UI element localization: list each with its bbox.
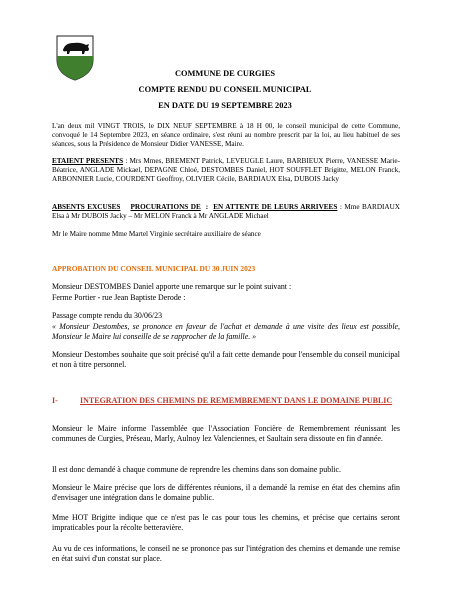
absents-paragraph: ABSENTS EXCUSES PROCURATIONS DE : EN ATTENTE DE LEURS ARRIVEES : Mme BARDIAUX Elsa à Mr DUBOIS Jacky – Mr MELON Franck à Mr ANGLADE Michael [52,203,400,220]
secretary-line: Mr le Maire nomme Mme Martel Virginie secrétaire auxiliaire de séance [52,230,261,238]
section1-paragraph-1: Monsieur le Maire informe l'assemblée que l'Association Foncière de Remembrement réunissant les communes de Curgies, Préseau, Marly, Aulnoy lez Valenciennes, et Saultain sera dissoute en fin d'année. [52,424,400,444]
presents-paragraph [52,157,400,184]
procurations-label: PROCURATIONS DE [130,203,201,211]
presents-label: ETAIENT PRESENTS [52,157,124,165]
section1-number: I- [52,396,58,405]
section1-paragraph-5: Au vu de ces informations, le conseil ne se prononce pas sur l'intégration des chemins et demande une remise en état suivi d'un constat sur place. [52,544,400,564]
section1-paragraph-4: Mme HOT Brigitte indique que ce n'est pas le cas pour tous les chemins, et précise que certains seront impraticables pour la récolte betteravière. [52,513,400,533]
commune-title: COMMUNE DE CURGIES [174,69,276,78]
approval-quote: « Monsieur Destombes, se prononce en faveur de l'achat et demande à une visite des lieux est possible, Monsieur le Maire lui conseille de se rapprocher de la famille. » [52,322,400,342]
waiting-label: EN ATTENTE DE LEURS ARRIVEES [213,203,338,211]
report-title: COMPTE RENDU DU CONSEIL MUNICIPAL [138,85,312,94]
presents-list: : Mrs Mmes, BREMENT Patrick, LEVEUGLE Laure, BARBIEUX Pierre, VANESSE Marie-Béatrice, ANGLADE Mickael, DEPAGNE Chloé, DESTOMBES Daniel, HOT SOUFFLET Brigitte, MELON Franck, ARBONNIER Lucie, COURDENT Geoffroy, OLIVIER Cécile, BARDIAUX Elsa, DUBOIS Jacky [52,157,400,183]
absents-label: ABSENTS EXCUSES [52,203,121,211]
passage-line: Passage compte rendu du 30/06/23 [52,311,163,320]
approval-title: APPROBATION DU CONSEIL MUNICIPAL DU 30 JUIN 2023 [52,264,256,273]
absents-text: : Mme BARDIAUX Elsa à Mr DUBOIS Jacky – Mr MELON Franck à Mr ANGLADE Michael [52,203,400,220]
meeting-date: EN DATE DU 19 SEPTEMBRE 2023 [158,101,292,110]
approval-line2: Ferme Portier - rue Jean Baptiste Derode : [52,293,186,302]
approval-wish: Monsieur Destombes souhaite que soit précisé qu'il a fait cette demande pour l'ensemble du conseil municipal et non à titre personnel. [52,350,400,370]
intro-paragraph: L'an deux mil VINGT TROIS, le DIX NEUF SEPTEMBRE à 18 H 00, le conseil municipal de cette Commune, convoqué le 14 Septembre 2023, en séance ordinaire, s'est réuni au nombre prescrit par la loi, au lieu habituel de ses séances, sous la Présidence de Monsieur Didier VANESSE, Maire. [52,122,400,148]
section1-paragraph-3: Monsieur le Maire précise que lors de différentes réunions, il a demandé la remise en état des chemins afin d'envisager une intégration dans le domaine public. [52,483,400,503]
section1-title: INTEGRATION DES CHEMINS DE REMEMBREMENT DANS LE DOMAINE PUBLIC [80,396,393,405]
section1-paragraph-2: Il est donc demandé à chaque commune de reprendre les chemins dans son domaine public. [52,465,342,474]
approval-line1: Monsieur DESTOMBES Daniel apporte une remarque sur le point suivant : [52,282,292,291]
